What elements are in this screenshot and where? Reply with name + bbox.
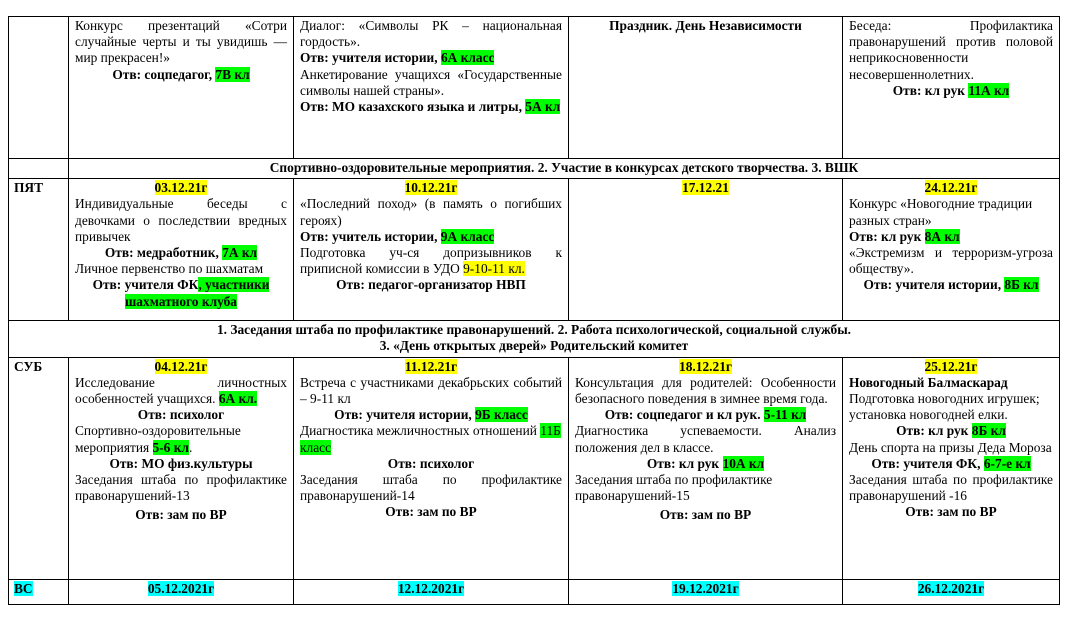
responsible: Отв: медработник, 7А кл xyxy=(104,245,258,261)
responsible: Отв: кл рук 8Б кл xyxy=(896,423,1006,439)
class-badge: 7В кл xyxy=(215,66,250,82)
cell-sun-4 xyxy=(843,579,1060,604)
date-label: 12.12.2021г xyxy=(397,580,465,596)
event-text: Личное первенство по шахматам xyxy=(75,261,264,277)
section-title: 1. Заседания штаба по профилактике правонарушений. 2. Работа психологической, социальной службы. 3. «День открытых дверей» Родительский комитет xyxy=(9,321,1060,357)
responsible: Отв: учитель истории, 9А класс xyxy=(300,228,495,244)
responsible: Отв: учителя истории, 9Б класс xyxy=(334,407,528,423)
event-text: Заседания штаба по профилактике правонарушений-13 xyxy=(75,472,287,504)
event-text: Диагностика межличностных отношений 11Б класс xyxy=(300,423,561,455)
class-badge: 7А кл xyxy=(222,245,258,261)
section-row xyxy=(9,321,1060,357)
table-row-saturday xyxy=(9,357,1060,579)
section-title: Спортивно-оздоровительные мероприятия. 2. Участие в конкурсах детского творчества. 3. ВШК xyxy=(69,159,1060,179)
date-label: 11.12.21г xyxy=(404,358,458,374)
cell-sat-4 xyxy=(843,357,1060,579)
responsible: Отв: соцпедагог, 7В кл xyxy=(112,66,250,82)
class-badge: 6А класс xyxy=(440,50,495,66)
responsible: Отв: психолог xyxy=(387,455,475,471)
event-text: Спортивно-оздоровительные мероприятия 5-6 кл. xyxy=(75,423,241,455)
cell-sat-3 xyxy=(569,357,843,579)
event-text: Конкурс презентаций «Сотри случайные черты и ты увидишь — мир прекрасен!» xyxy=(75,18,287,66)
cell-sat-2 xyxy=(294,357,569,579)
class-badge: 5-11 кл xyxy=(763,407,807,423)
event-text: Диалог: «Символы РК – национальная гордость». xyxy=(300,18,562,50)
responsible: Отв: зам по ВР xyxy=(659,507,752,523)
responsible: Отв: МО казахского языка и литры, 5А кл xyxy=(300,99,561,115)
cell-fri-2 xyxy=(294,179,569,321)
responsible: Отв: учителя ФК, участники шахматного клуба xyxy=(92,277,270,309)
cell-presentation-contest xyxy=(69,17,294,159)
date-label: 04.12.21г xyxy=(154,358,208,374)
event-text: Индивидуальные беседы с девочками о последствии вредных привычек xyxy=(75,196,287,244)
date-label: 05.12.2021г xyxy=(147,580,215,596)
cell-symbols-dialog xyxy=(294,17,569,159)
class-badge: 6-7-е кл xyxy=(983,455,1031,471)
cell-sun-1 xyxy=(69,579,294,604)
table-row-sunday xyxy=(9,579,1060,604)
class-badge: 9Б класс xyxy=(475,407,528,423)
responsible: Отв: учителя истории, 8Б кл xyxy=(863,277,1039,293)
event-text: Подготовка новогодних игрушек; установка новогодней елки. xyxy=(849,391,1040,423)
event-text: «Экстремизм и терроризм-угроза обществу». xyxy=(849,245,1053,277)
cell-independence-day xyxy=(569,17,843,159)
event-title: Праздник. День Независимости xyxy=(609,18,802,33)
date-label: 19.12.2021г xyxy=(672,580,739,596)
date-label: 17.12.21 xyxy=(682,180,729,196)
class-badge: 8Б кл xyxy=(1004,277,1039,293)
class-badge: 11А кл xyxy=(968,82,1010,98)
event-text: Анкетирование учащихся «Государственные символы нашей страны». xyxy=(300,66,562,98)
day-label: ВС xyxy=(9,579,69,604)
cell-prevention-talk xyxy=(843,17,1060,159)
responsible: Отв: зам по ВР xyxy=(385,504,477,520)
date-label: 10.12.21г xyxy=(404,180,458,196)
date-label: 25.12.21г xyxy=(924,358,978,374)
date-label: 18.12.21г xyxy=(679,358,732,374)
responsible: Отв: соцпедагог и кл рук. 5-11 кл xyxy=(604,407,807,423)
date-label: 26.12.2021г xyxy=(917,580,985,596)
event-title: Новогодный Балмаскарад xyxy=(849,374,1008,390)
responsible: Отв: МО физ.культуры xyxy=(109,455,253,471)
event-text: Исследование личностных особенностей учащихся. 6А кл. xyxy=(75,374,287,407)
event-text: Конкурс «Новогодние традиции разных стран» xyxy=(849,196,1033,228)
cell-sun-2 xyxy=(294,579,569,604)
event-text: Заседания штаба по профилактике правонарушений-14 xyxy=(300,472,562,504)
responsible: Отв: кл рук 10А кл xyxy=(646,455,765,471)
cell-fri-4 xyxy=(843,179,1060,321)
responsible: Отв: кл рук 8А кл xyxy=(849,228,960,244)
event-text: Встреча с участниками декабрьских событий – 9-11 кл xyxy=(300,374,562,407)
responsible: Отв: кл рук 11А кл xyxy=(892,82,1010,98)
class-badge: 10А кл xyxy=(722,455,765,471)
event-text: Консультация для родителей: Особенности безопасного поведения в зимнее время года. xyxy=(575,374,836,407)
table-row xyxy=(9,17,1060,159)
class-badge: 8Б кл xyxy=(971,423,1006,439)
event-text: Подготовка уч-ся допризывников к приписной комиссии в УДО 9-10-11 кл. xyxy=(300,245,562,277)
cell-fri-1 xyxy=(69,179,294,321)
event-text: Беседа: Профилактика правонарушений против половой неприкосновенности несовершеннолетних. xyxy=(849,18,1053,82)
cell-sun-3 xyxy=(569,579,843,604)
responsible: Отв: зам по ВР xyxy=(135,507,227,523)
table-row-friday xyxy=(9,179,1060,321)
event-text: Диагностика успеваемости. Анализ положения дел в классе. xyxy=(575,423,836,455)
day-label: СУБ xyxy=(9,357,69,579)
section-row xyxy=(9,159,1060,179)
class-badge: 9А класс xyxy=(440,228,495,244)
date-label: 24.12.21г xyxy=(924,180,978,196)
empty-cell xyxy=(9,159,69,179)
event-text: Заседания штаба по профилактике правонарушений -16 xyxy=(849,472,1053,504)
cell-fri-3 xyxy=(569,179,843,321)
responsible: Отв: учителя истории, 6А класс xyxy=(300,50,495,66)
responsible: Отв: зам по ВР xyxy=(905,504,997,520)
responsible: Отв: педагог-организатор НВП xyxy=(336,277,526,293)
responsible: Отв: психолог xyxy=(137,407,225,423)
event-text: Заседания штаба по профилактике правонарушений-15 xyxy=(575,472,773,504)
empty-cell xyxy=(9,17,69,159)
class-badge: 8А кл xyxy=(924,228,960,244)
event-text: «Последний поход» (в память о погибших героях) xyxy=(300,196,562,228)
day-label: ПЯТ xyxy=(9,179,69,321)
event-text: День спорта на призы Деда Мороза xyxy=(849,439,1052,455)
responsible: Отв: учителя ФК, 6-7-е кл xyxy=(871,455,1031,471)
class-badge: 5А кл xyxy=(525,99,561,115)
cell-sat-1 xyxy=(69,357,294,579)
schedule-table xyxy=(8,16,1060,605)
date-label: 03.12.21г xyxy=(154,180,208,196)
